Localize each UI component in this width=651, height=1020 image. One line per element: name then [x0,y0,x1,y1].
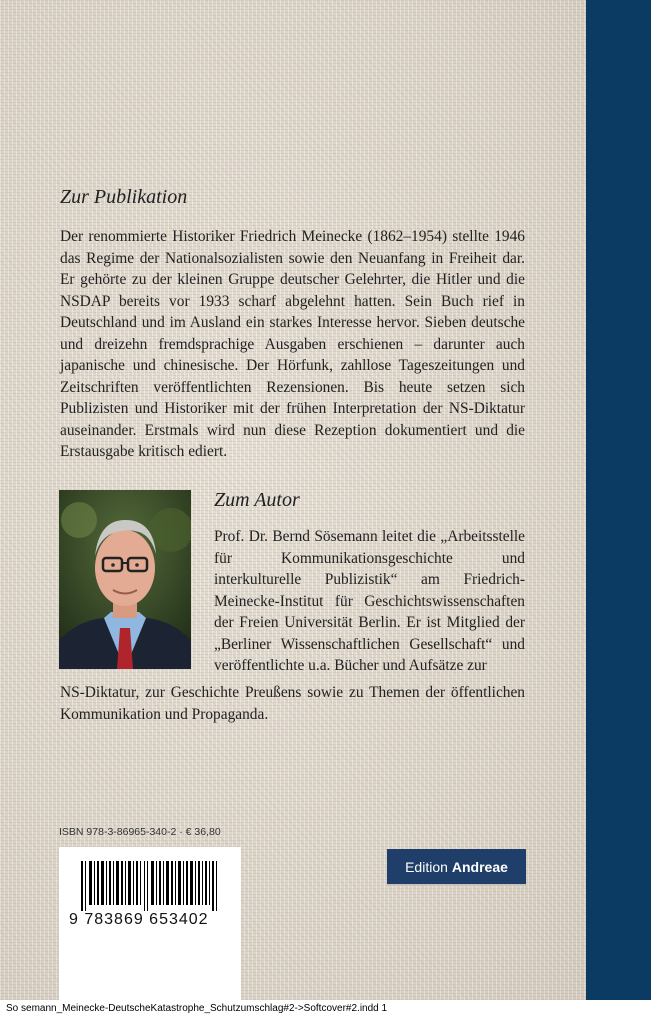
author-heading: Zum Autor [214,489,300,511]
publisher-badge [387,849,526,884]
publication-text: Der renommierte Historiker Friedrich Meinecke (1862–1954) stellte 1946 das Regime der Nationalsozialisten sowie den Neuanfang in Freiheit dar. Er gehörte zu der kleinen Gruppe deutscher Gelehrter, die Hitler und die NSDAP bereits vor 1933 scharf abgelehnt hatten. Sein Buch rief in Deutschland und im Ausland ein starkes Interesse hervor. Sieben deutsche und dreizehn fremdsprachige Ausgaben erschienen – darunter auch japanische und chinesische. Der Hörfunk, zahllose Tageszeitungen und Zeitschriften veröffentlichten Rezensionen. Bis heute setzen sich Publizisten und Historiker mit der frühen Interpretation der NS-Diktatur auseinander. Erstmals wird nun diese Rezeption dokumentiert und die Erstausgabe kritisch ediert. [60,228,525,460]
author-text-wrapped: Prof. Dr. Bernd Sösemann leitet die „Arbeitsstelle für Kommunikationsgeschichte und interkulturelle Publizistik“ am Friedrich-Meinecke-Institut für Geschichtswissenschaften der Freien Universität Berlin. Er ist Mitglied der „Berliner Wissenschaftlichen Gesellschaft“ und veröffentlichte u.a. Bücher und Aufsätze zur [214,528,525,674]
publisher-name-bold: Andreae [451,858,508,875]
print-slug: So semann_Meinecke-DeutscheKatastrophe_Schutzumschlag#2->Softcover#2.indd 1 [6,1003,388,1014]
author-text-full: NS-Diktatur, zur Geschichte Preußens sowie zu Themen der öffentlichen Kommunikation und Propaganda. [60,684,525,723]
barcode [59,847,241,1000]
publisher-name-regular: Edition [405,858,448,875]
barcode-digits: 9 783869 653402 [69,911,209,928]
author-photo [59,490,191,669]
spine [586,0,651,1000]
publication-heading: Zur Publikation [60,186,188,208]
isbn-price: ISBN 978-3-86965-340-2 · € 36,80 [59,826,221,838]
barcode-bars [59,847,241,911]
